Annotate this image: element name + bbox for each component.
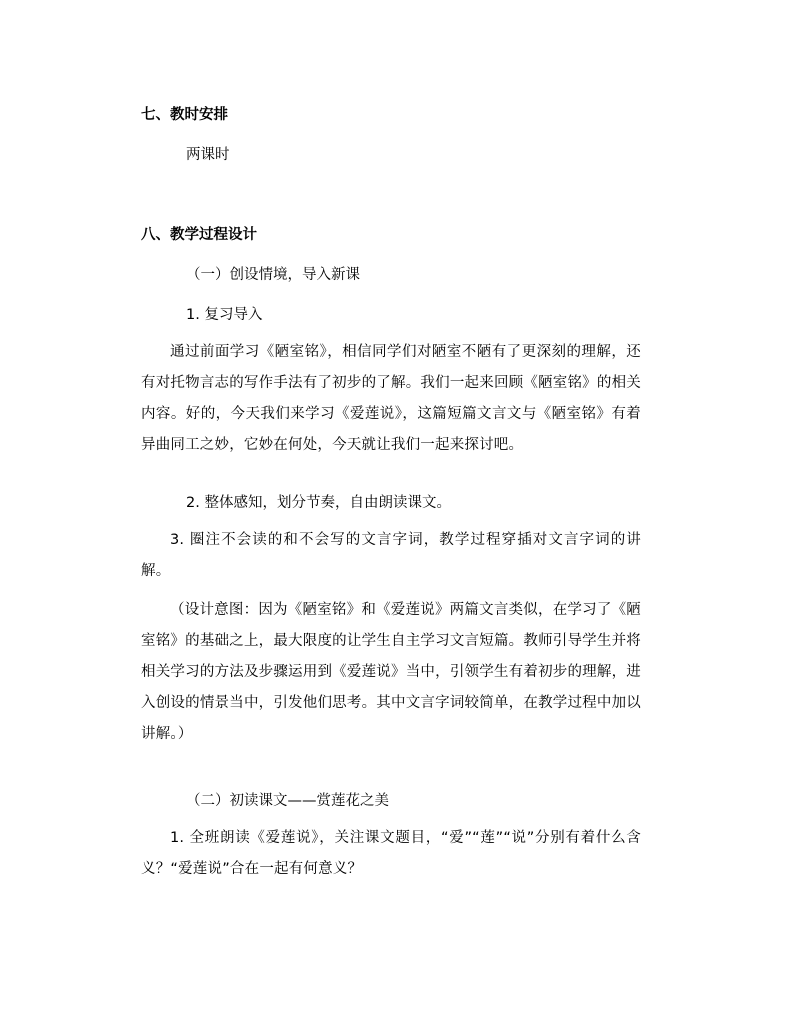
schedule-text: 两课时	[186, 147, 230, 163]
design-intent-note: （设计意图：因为《陋室铭》和《爱莲说》两篇文言类似，在学习了《陋室铭》的基础之上，最大限度的让学生自主学习文言短篇。教师引导学生并将相关学习的方法及步骤运用到《爱莲说》当中，引领学生有着初步的理解，进入创设的情景当中，引发他们思考。其中文言字词较简单，在教学过程中加以讲解。）	[141, 602, 641, 742]
section-heading-process: 八、教学过程设计	[141, 227, 257, 243]
subsection-title-reading: （二）初读课文——赏莲花之美	[186, 793, 389, 809]
list-item-annotate: 3. 圈注不会读的和不会写的文言字词，教学过程穿插对文言字词的讲解。	[141, 532, 641, 579]
list-item-review: 1. 复习导入	[186, 307, 263, 323]
section-heading-schedule: 七、教时安排	[141, 107, 228, 123]
list-item-perception: 2. 整体感知，划分节奏，自由朗读课文。	[186, 495, 451, 511]
list-item-read-aloud: 1. 全班朗读《爱莲说》，关注课文题目，“爱”“莲”“说”分别有着什么含义？“爱莲说”合在一起有何意义？	[141, 830, 641, 877]
subsection-title-intro: （一）创设情境，导入新课	[186, 267, 360, 283]
paragraph-intro: 通过前面学习《陋室铭》，相信同学们对陋室不陋有了更深刻的理解，还有对托物言志的写作手法有了初步的了解。我们一起来回顾《陋室铭》的相关内容。好的，今天我们来学习《爱莲说》，这篇短篇文言文与《陋室铭》有着异曲同工之妙，它妙在何处，今天就让我们一起来探讨吧。	[141, 344, 641, 453]
